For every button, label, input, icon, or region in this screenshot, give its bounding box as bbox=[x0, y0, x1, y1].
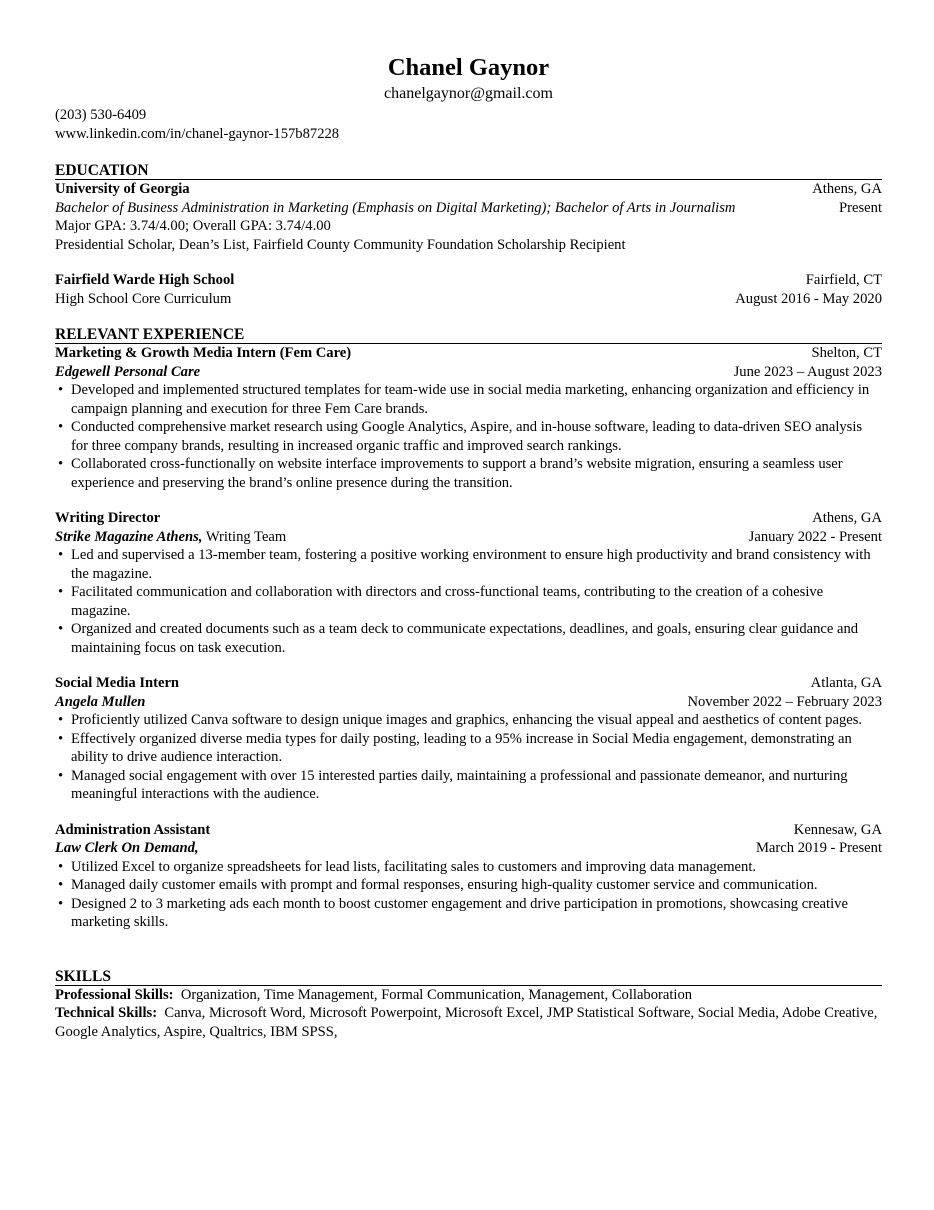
job-date: January 2022 - Present bbox=[748, 528, 882, 545]
job-role: Administration Assistant bbox=[55, 821, 211, 838]
linkedin-url: www.linkedin.com/in/chanel-gaynor-157b87228 bbox=[55, 125, 340, 142]
education-heading: EDUCATION bbox=[55, 162, 882, 180]
education-date: August 2016 - May 2020 bbox=[735, 290, 882, 307]
job-location: Kennesaw, GA bbox=[793, 821, 882, 838]
professional-skills-label: Professional Skills: bbox=[55, 986, 174, 1003]
school-name: Fairfield Warde High School bbox=[55, 272, 235, 288]
job-bullets bbox=[55, 381, 882, 492]
phone-number: (203) 530-6409 bbox=[55, 107, 147, 123]
bullet-item: • Facilitated communication and collaboration with directors and cross-functional teams, contributing to the creation of a cohesive magazine. bbox=[55, 583, 882, 620]
school-location: Fairfield, CT bbox=[805, 272, 882, 288]
skills-heading: SKILLS bbox=[55, 968, 882, 986]
bullet-item: • Led and supervised a 13-member team, fostering a positive working environment to ensure high productivity and brand consistency with the magazine. bbox=[55, 546, 882, 583]
job-location: Atlanta, GA bbox=[810, 675, 882, 691]
degree: High School Core Curriculum bbox=[55, 290, 232, 307]
job-org: Edgewell Personal Care bbox=[55, 363, 201, 380]
experience-heading: RELEVANT EXPERIENCE bbox=[55, 326, 882, 344]
bullet-item: • Conducted comprehensive market research using Google Analytics, Aspire, and in-house software, leading to data-driven SEO analysis for three company brands, resulting in increased organic traffic and improved search rankings. bbox=[55, 418, 882, 455]
job-bullets bbox=[55, 546, 882, 657]
technical-skills-list: Canva, Microsoft Word, Microsoft Powerpoint, Microsoft Excel, JMP Statistical Software, Social Media, Adobe Creative, Google Analytics, Aspire, Qualtrics, IBM SPSS, bbox=[55, 1005, 878, 1040]
technical-skills bbox=[55, 1004, 882, 1041]
technical-skills-label: Technical Skills: bbox=[55, 1005, 158, 1021]
education-entry-uga bbox=[55, 180, 882, 254]
job-org-suffix: Writing Team bbox=[202, 528, 287, 545]
job-date: March 2019 - Present bbox=[755, 840, 882, 856]
job-org: Angela Mullen bbox=[55, 693, 146, 710]
job-entry-angela-mullen bbox=[55, 674, 882, 804]
job-location: Shelton, CT bbox=[811, 345, 882, 361]
bullet-item: • Managed social engagement with over 15 interested parties daily, maintaining a professional and passionate demeanor, and nurturing meaningful interactions with the audience. bbox=[55, 767, 882, 804]
professional-skills-list: Organization, Time Management, Formal Communication, Management, Collaboration bbox=[180, 986, 693, 1003]
bullet-item: • Developed and implemented structured templates for team-wide use in social media marketing, enhancing organization and efficiency in campaign planning and execution for three Fem Care brands. bbox=[55, 381, 882, 418]
bullet-item: • Effectively organized diverse media types for daily posting, leading to a 95% increase in Social Media engagement, demonstrating an ability to drive audience interaction. bbox=[55, 730, 882, 767]
honors: Presidential Scholar, Dean’s List, Fairfield County Community Foundation Scholarship Recipient bbox=[55, 236, 626, 253]
bullet-item: • Managed daily customer emails with prompt and formal responses, ensuring high-quality customer service and communication. bbox=[55, 876, 882, 895]
bullet-item: • Designed 2 to 3 marketing ads each month to boost customer engagement and drive participation in promotions, showcasing creative marketing skills. bbox=[55, 895, 882, 932]
job-entry-edgewell bbox=[55, 344, 882, 492]
job-entry-law-clerk bbox=[55, 821, 882, 932]
gpa: Major GPA: 3.74/4.00; Overall GPA: 3.74/4.00 bbox=[55, 218, 331, 234]
job-org: Strike Magazine Athens, bbox=[55, 528, 203, 545]
job-role: Social Media Intern bbox=[55, 675, 180, 691]
professional-skills bbox=[55, 986, 882, 1005]
school-name: University of Georgia bbox=[55, 181, 190, 197]
job-date: November 2022 – February 2023 bbox=[687, 693, 882, 710]
job-entry-strike bbox=[55, 509, 882, 657]
bullet-item: • Collaborated cross-functionally on website interface improvements to support a brand’s website migration, ensuring a seamless user experience and preserving the brand’s online presence during the transition. bbox=[55, 455, 882, 492]
school-location: Athens, GA bbox=[812, 181, 882, 197]
education-entry-highschool bbox=[55, 271, 882, 308]
job-role: Marketing & Growth Media Intern (Fem Care) bbox=[55, 345, 352, 361]
bullet-item: • Utilized Excel to organize spreadsheets for lead lists, facilitating sales to customers and improving data management. bbox=[55, 858, 882, 877]
resume-page bbox=[55, 52, 882, 1041]
bullet-item: • Organized and created documents such as a team deck to communicate expectations, deadlines, and goals, ensuring clear guidance and maintaining focus on task execution. bbox=[55, 620, 882, 657]
job-date: June 2023 – August 2023 bbox=[733, 363, 882, 380]
job-org: Law Clerk On Demand, bbox=[55, 840, 199, 856]
degree: Bachelor of Business Administration in Marketing (Emphasis on Digital Marketing); Bachelor of Arts in Journalism bbox=[55, 199, 736, 216]
candidate-name: Chanel Gaynor bbox=[387, 54, 550, 81]
email-address: chanelgaynor@gmail.com bbox=[384, 85, 553, 102]
bullet-item: • Proficiently utilized Canva software to design unique images and graphics, enhancing the visual appeal and aesthetics of content pages. bbox=[55, 711, 882, 730]
job-bullets bbox=[55, 711, 882, 804]
job-bullets bbox=[55, 858, 882, 932]
job-location: Athens, GA bbox=[812, 510, 882, 526]
education-date: Present bbox=[839, 199, 882, 216]
job-role: Writing Director bbox=[55, 510, 161, 526]
